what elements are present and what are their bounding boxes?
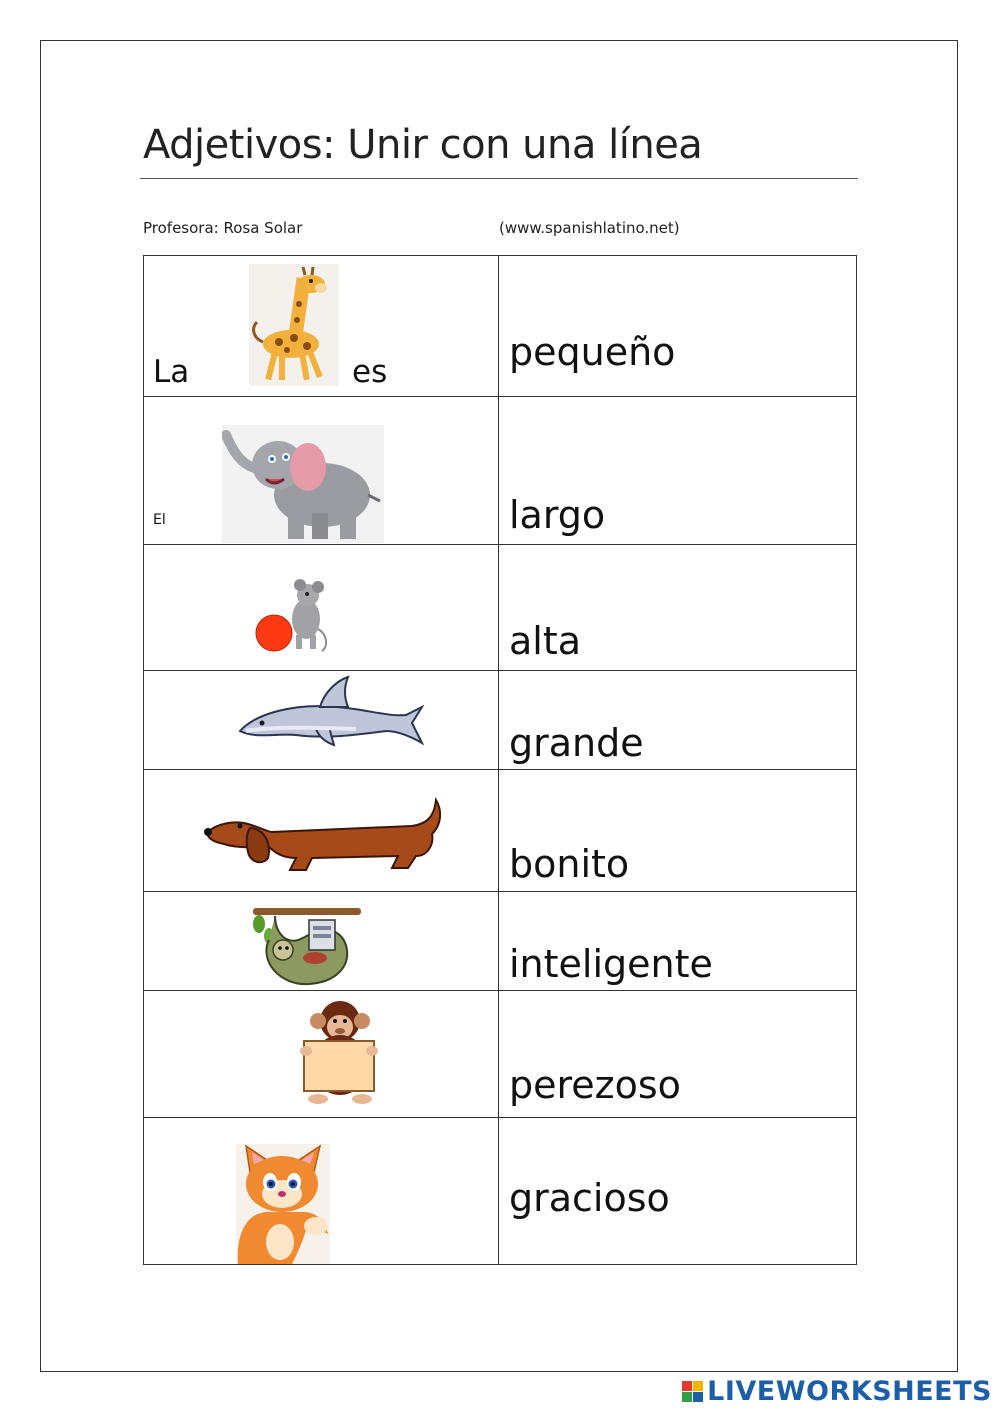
cat-icon xyxy=(236,1144,330,1264)
logo-square xyxy=(693,1392,703,1402)
adjective-word[interactable]: grande xyxy=(509,721,644,765)
picture-cell xyxy=(144,671,499,769)
picture-cell xyxy=(144,991,499,1117)
word-cell xyxy=(499,397,856,544)
adjective-word[interactable]: pequeño xyxy=(509,330,676,374)
table-row xyxy=(144,544,856,670)
adjective-word[interactable]: alta xyxy=(509,619,582,663)
website-link[interactable]: (www.spanishlatino.net) xyxy=(499,219,680,237)
picture-cell xyxy=(144,545,499,670)
table-row xyxy=(144,256,856,396)
word-cell xyxy=(499,671,856,769)
adjective-word[interactable]: bonito xyxy=(509,842,630,886)
table-row xyxy=(144,1117,856,1264)
adjective-word[interactable]: gracioso xyxy=(509,1176,670,1220)
matching-table xyxy=(143,255,857,1265)
adjective-word[interactable]: largo xyxy=(509,493,606,537)
brand-name: LIVEWORKSHEETS xyxy=(707,1376,992,1407)
picture-cell xyxy=(144,1118,499,1264)
table-row xyxy=(144,670,856,769)
word-cell xyxy=(499,256,856,396)
verb-label: es xyxy=(352,354,388,390)
monkey-with-sign-icon xyxy=(294,999,384,1107)
picture-cell xyxy=(144,892,499,990)
liveworksheets-logo-icon xyxy=(682,1381,703,1402)
dachshund-icon xyxy=(202,796,442,872)
word-cell xyxy=(499,770,856,891)
elephant-icon xyxy=(222,425,384,543)
page-title: Adjetivos: Unir con una línea xyxy=(143,122,703,168)
logo-square xyxy=(693,1381,703,1391)
adjective-word[interactable]: perezoso xyxy=(509,1063,681,1107)
footer-brand[interactable] xyxy=(682,1376,992,1407)
word-cell xyxy=(499,892,856,990)
logo-square xyxy=(682,1381,692,1391)
table-row xyxy=(144,990,856,1117)
adjective-word[interactable]: inteligente xyxy=(509,942,713,986)
table-row xyxy=(144,769,856,891)
picture-cell xyxy=(144,397,499,544)
article-label: El xyxy=(153,512,166,528)
word-cell xyxy=(499,545,856,670)
table-row xyxy=(144,891,856,990)
mouse-with-ball-icon xyxy=(252,579,332,655)
logo-square xyxy=(682,1392,692,1402)
word-cell xyxy=(499,991,856,1117)
teacher-name: Profesora: Rosa Solar xyxy=(143,219,303,237)
title-divider xyxy=(140,178,858,179)
sloth-icon xyxy=(249,900,365,988)
article-label: La xyxy=(153,354,190,390)
table-row xyxy=(144,396,856,544)
giraffe-icon xyxy=(249,264,339,386)
word-cell xyxy=(499,1118,856,1264)
dolphin-icon xyxy=(236,673,424,749)
picture-cell xyxy=(144,256,499,396)
picture-cell xyxy=(144,770,499,891)
